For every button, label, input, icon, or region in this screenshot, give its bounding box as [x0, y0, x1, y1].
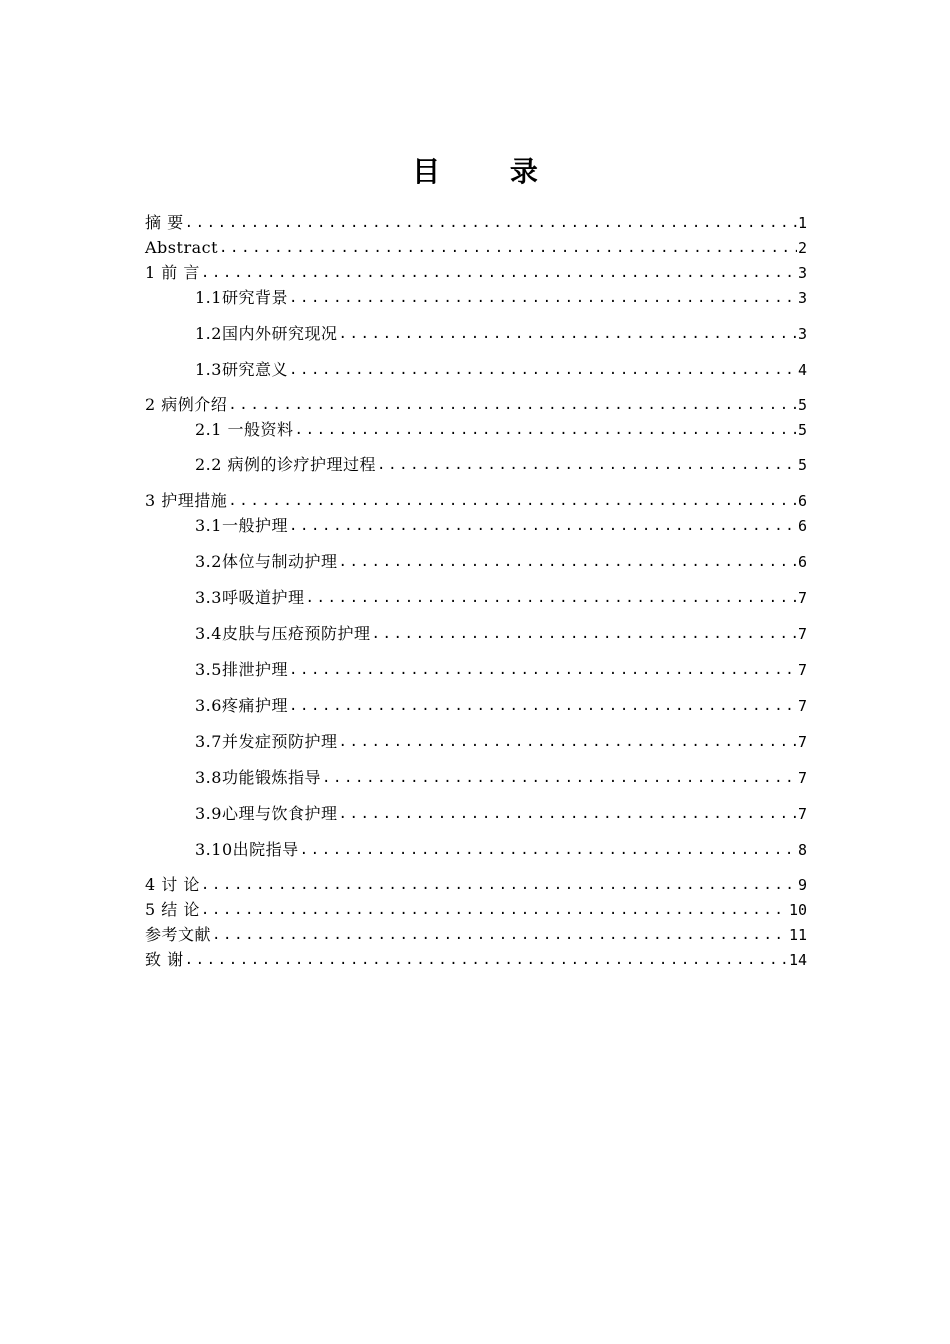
toc-entry-section-3-5[interactable]	[145, 661, 807, 679]
toc-entry-page: 8	[797, 841, 807, 859]
toc-entry-section-4[interactable]	[145, 876, 807, 894]
toc-entry-label: 3 护理措施	[145, 491, 228, 510]
toc-entry-page: 7	[797, 589, 807, 607]
toc-entry-page: 1	[797, 214, 807, 232]
dot-leader	[185, 214, 797, 232]
dot-leader	[219, 239, 797, 257]
toc-entry-section-2-1[interactable]	[145, 421, 807, 439]
toc-entry-label: 1.2国内外研究现况	[195, 324, 338, 343]
toc-entry-page: 2	[797, 239, 807, 257]
toc-entry-page: 3	[797, 289, 807, 307]
toc-entry-section-3-7[interactable]	[145, 733, 807, 751]
dot-leader	[289, 517, 797, 535]
toc-entry-page: 7	[797, 661, 807, 679]
toc-entry-section-2[interactable]	[145, 396, 807, 414]
toc-entry-label: 4 讨 论	[145, 875, 200, 894]
dot-leader	[228, 396, 797, 414]
toc-entry-section-3-9[interactable]	[145, 805, 807, 823]
toc-entry-label: 1.3研究意义	[195, 360, 288, 379]
dot-leader	[322, 769, 797, 787]
toc-entry-label: 3.2体位与制动护理	[195, 552, 338, 571]
toc-entry-page: 7	[797, 769, 807, 787]
toc-entry-section-3-3[interactable]	[145, 589, 807, 607]
dot-leader	[305, 589, 797, 607]
toc-entry-acknowledgements[interactable]	[145, 951, 807, 969]
toc-entry-page: 6	[797, 492, 807, 510]
toc-entry-section-3-6[interactable]	[145, 697, 807, 715]
toc-entry-label: 3.5排泄护理	[195, 660, 288, 679]
dot-leader	[289, 361, 797, 379]
toc-entry-page: 7	[797, 733, 807, 751]
toc-title: 目 录	[412, 155, 568, 188]
toc-entry-page: 5	[797, 421, 807, 439]
toc-entry-abstract-en[interactable]	[145, 239, 807, 257]
dot-leader	[371, 625, 797, 643]
dot-leader	[300, 841, 797, 859]
toc-entry-label: Abstract	[145, 238, 219, 257]
toc-entry-section-2-2[interactable]	[145, 456, 807, 474]
toc-entry-label: 3.8功能锻炼指导	[195, 768, 321, 787]
dot-leader	[185, 951, 788, 969]
dot-leader	[338, 733, 797, 751]
toc-entry-label: 1.1研究背景	[195, 288, 288, 307]
dot-leader	[201, 901, 788, 919]
toc-entry-section-3-1[interactable]	[145, 517, 807, 535]
toc-entry-page: 6	[797, 517, 807, 535]
toc-entry-label: 3.10出院指导	[195, 840, 299, 859]
toc-entry-page: 14	[788, 951, 807, 969]
toc-entry-section-1-2[interactable]	[145, 325, 807, 343]
toc-entry-label: 3.1一般护理	[195, 516, 288, 535]
toc-entry-page: 4	[797, 361, 807, 379]
toc-entry-section-1-3[interactable]	[145, 361, 807, 379]
dot-leader	[289, 697, 797, 715]
toc-entry-page: 5	[797, 456, 807, 474]
toc-entry-section-3[interactable]	[145, 492, 807, 510]
toc-entry-label: 致 谢	[145, 950, 184, 969]
toc-entry-section-3-2[interactable]	[145, 553, 807, 571]
toc-entry-label: 摘 要	[145, 213, 184, 232]
dot-leader	[201, 876, 797, 894]
toc-entry-section-3-8[interactable]	[145, 769, 807, 787]
dot-leader	[201, 264, 797, 282]
toc-entry-label: 3.3呼吸道护理	[195, 588, 305, 607]
toc-entry-section-1[interactable]	[145, 264, 807, 282]
toc-entry-section-3-10[interactable]	[145, 841, 807, 859]
toc-entry-page: 7	[797, 805, 807, 823]
toc-entry-page: 3	[797, 264, 807, 282]
dot-leader	[377, 456, 797, 474]
dot-leader	[212, 926, 788, 944]
toc-entry-section-1-1[interactable]	[145, 289, 807, 307]
toc-entry-label: 3.6疼痛护理	[195, 696, 288, 715]
toc-entry-page: 10	[788, 901, 807, 919]
toc-entry-label: 3.9心理与饮食护理	[195, 804, 338, 823]
toc-entry-page: 3	[797, 325, 807, 343]
dot-leader	[338, 325, 797, 343]
toc-entry-label: 参考文献	[145, 925, 212, 944]
dot-leader	[338, 805, 797, 823]
toc-entry-label: 3.7并发症预防护理	[195, 732, 338, 751]
toc-entry-label: 2.1 一般资料	[195, 420, 294, 439]
toc-entry-page: 5	[797, 396, 807, 414]
toc-entry-page: 7	[797, 625, 807, 643]
dot-leader	[338, 553, 797, 571]
toc-entry-page: 9	[797, 876, 807, 894]
toc-entry-label: 1 前 言	[145, 263, 200, 282]
toc-entry-section-3-4[interactable]	[145, 625, 807, 643]
toc-entry-section-5[interactable]	[145, 901, 807, 919]
toc-entry-abstract-cn[interactable]	[145, 214, 807, 232]
dot-leader	[289, 289, 797, 307]
toc-entry-references[interactable]	[145, 926, 807, 944]
toc-list	[145, 214, 807, 969]
toc-entry-page: 7	[797, 697, 807, 715]
dot-leader	[295, 421, 797, 439]
toc-entry-label: 3.4皮肤与压疮预防护理	[195, 624, 371, 643]
dot-leader	[228, 492, 797, 510]
toc-entry-label: 5 结 论	[145, 900, 200, 919]
dot-leader	[289, 661, 797, 679]
toc-entry-page: 11	[788, 926, 807, 944]
toc-entry-page: 6	[797, 553, 807, 571]
toc-entry-label: 2.2 病例的诊疗护理过程	[195, 455, 377, 474]
toc-entry-label: 2 病例介绍	[145, 395, 228, 414]
